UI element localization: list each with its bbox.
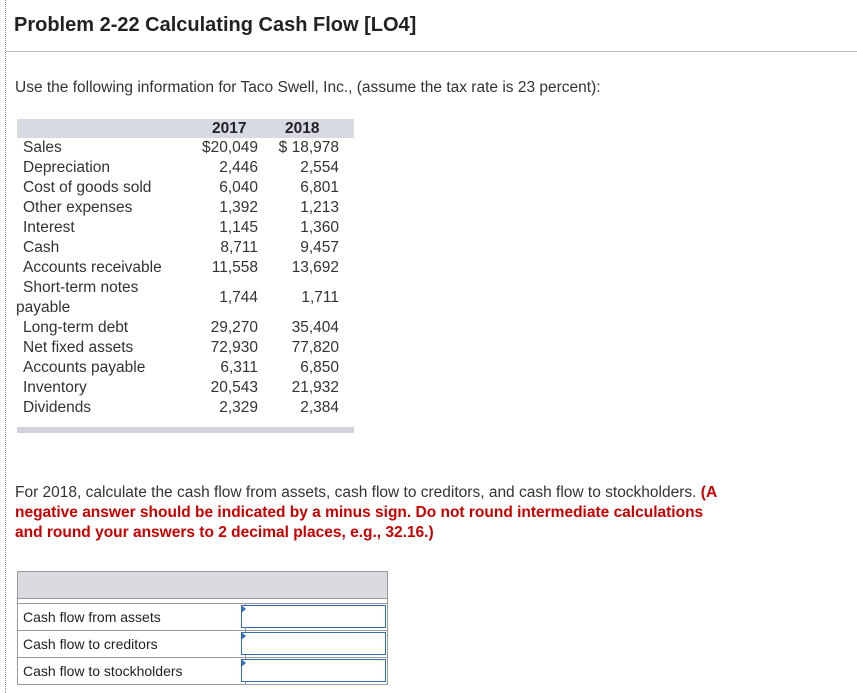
value-2018: $ 18,978: [278, 139, 339, 156]
answer-table: [17, 571, 388, 685]
rounding-instruction: (A negative answer should be indicated by a minus sign. Do not round intermediate calculations and round your answers to 2 decimal places, e.g., 32.16.): [15, 484, 717, 541]
input-marker-icon: [241, 659, 246, 667]
value-2018: 21,932: [291, 379, 339, 396]
value-2018: 35,404: [291, 319, 339, 336]
row-label: Accounts receivable: [23, 259, 162, 276]
row-label: Long-term debt: [23, 319, 129, 336]
answer-label: Cash flow from assets: [18, 604, 246, 630]
value-2017: 2,446: [219, 159, 258, 176]
value-2018: 2,554: [300, 159, 339, 176]
value-2018: 2,384: [300, 399, 339, 416]
value-2018: 9,457: [300, 239, 339, 256]
table-row: [17, 338, 354, 358]
answer-label: Cash flow to stockholders: [18, 658, 246, 684]
cash-flow-to-stockholders-input[interactable]: [241, 659, 386, 682]
page-left-border: [5, 0, 6, 693]
table-row: [17, 218, 354, 238]
value-2017: 6,311: [220, 359, 258, 376]
year-header-2017: 2017: [212, 120, 247, 137]
table-footer-band: [17, 427, 354, 433]
value-2017: 1,145: [219, 219, 258, 236]
value-2017: $20,049: [201, 139, 258, 156]
table-row: [17, 138, 354, 158]
row-label: Inventory: [23, 379, 87, 396]
table-row: [17, 398, 354, 418]
table-row: [17, 378, 354, 398]
cash-flow-from-assets-input[interactable]: [241, 605, 386, 628]
value-2018: 6,850: [300, 359, 339, 376]
row-label: Cost of goods sold: [23, 179, 152, 196]
value-2017: 29,270: [210, 319, 258, 336]
value-2017: 6,040: [219, 179, 258, 196]
row-label: Cash: [23, 239, 60, 256]
value-2017: 72,930: [210, 339, 258, 356]
value-2017: 11,558: [211, 259, 258, 276]
value-2017: 1,392: [219, 199, 258, 216]
table-row: [17, 278, 354, 318]
question-prompt: For 2018, calculate the cash flow from assets, cash flow to creditors, and cash flow to stockholders.: [15, 484, 697, 501]
table-row: [17, 258, 354, 278]
row-label: Depreciation: [23, 159, 111, 176]
intro-text: Use the following information for Taco Swell, Inc., (assume the tax rate is 23 percent):: [15, 79, 601, 96]
row-label: Accounts payable: [23, 359, 146, 376]
row-label: Sales: [23, 139, 62, 156]
value-2017: 20,543: [210, 379, 258, 396]
answer-label: Cash flow to creditors: [18, 631, 246, 657]
row-label: Other expenses: [23, 199, 133, 216]
answer-row-assets: [18, 603, 387, 630]
table-row: [17, 318, 354, 338]
year-header-2018: 2018: [285, 120, 320, 137]
value-2018: 1,711: [301, 289, 339, 306]
table-row: [17, 158, 354, 178]
value-2018: 13,692: [291, 259, 339, 276]
value-2018: 1,213: [300, 199, 339, 216]
table-row: [17, 238, 354, 258]
value-2018: 77,820: [291, 339, 339, 356]
answer-row-stockholders: [18, 657, 387, 684]
input-marker-icon: [241, 605, 246, 613]
value-2017: 8,711: [220, 239, 258, 256]
question-text: [15, 483, 735, 543]
problem-title: Problem 2-22 Calculating Cash Flow [LO4]: [14, 14, 417, 36]
row-label: Interest: [23, 219, 75, 236]
value-2018: 1,360: [300, 219, 339, 236]
row-label: Dividends: [23, 399, 92, 416]
input-marker-icon: [241, 632, 246, 640]
table-row: [17, 178, 354, 198]
table-row: [17, 358, 354, 378]
row-label-line2: payable: [16, 299, 71, 316]
table-header: [17, 119, 354, 138]
title-divider: [6, 51, 857, 52]
answer-table-header: [18, 572, 387, 599]
row-label-line1: Short-term notes: [23, 279, 139, 296]
row-label: [16, 278, 173, 318]
financial-data-table: [17, 119, 354, 418]
table-row: [17, 198, 354, 218]
answer-row-creditors: [18, 630, 387, 657]
cash-flow-to-creditors-input[interactable]: [241, 632, 386, 655]
value-2018: 6,801: [300, 179, 339, 196]
row-label: Net fixed assets: [23, 339, 134, 356]
value-2017: 1,744: [219, 289, 258, 306]
value-2017: 2,329: [219, 399, 258, 416]
